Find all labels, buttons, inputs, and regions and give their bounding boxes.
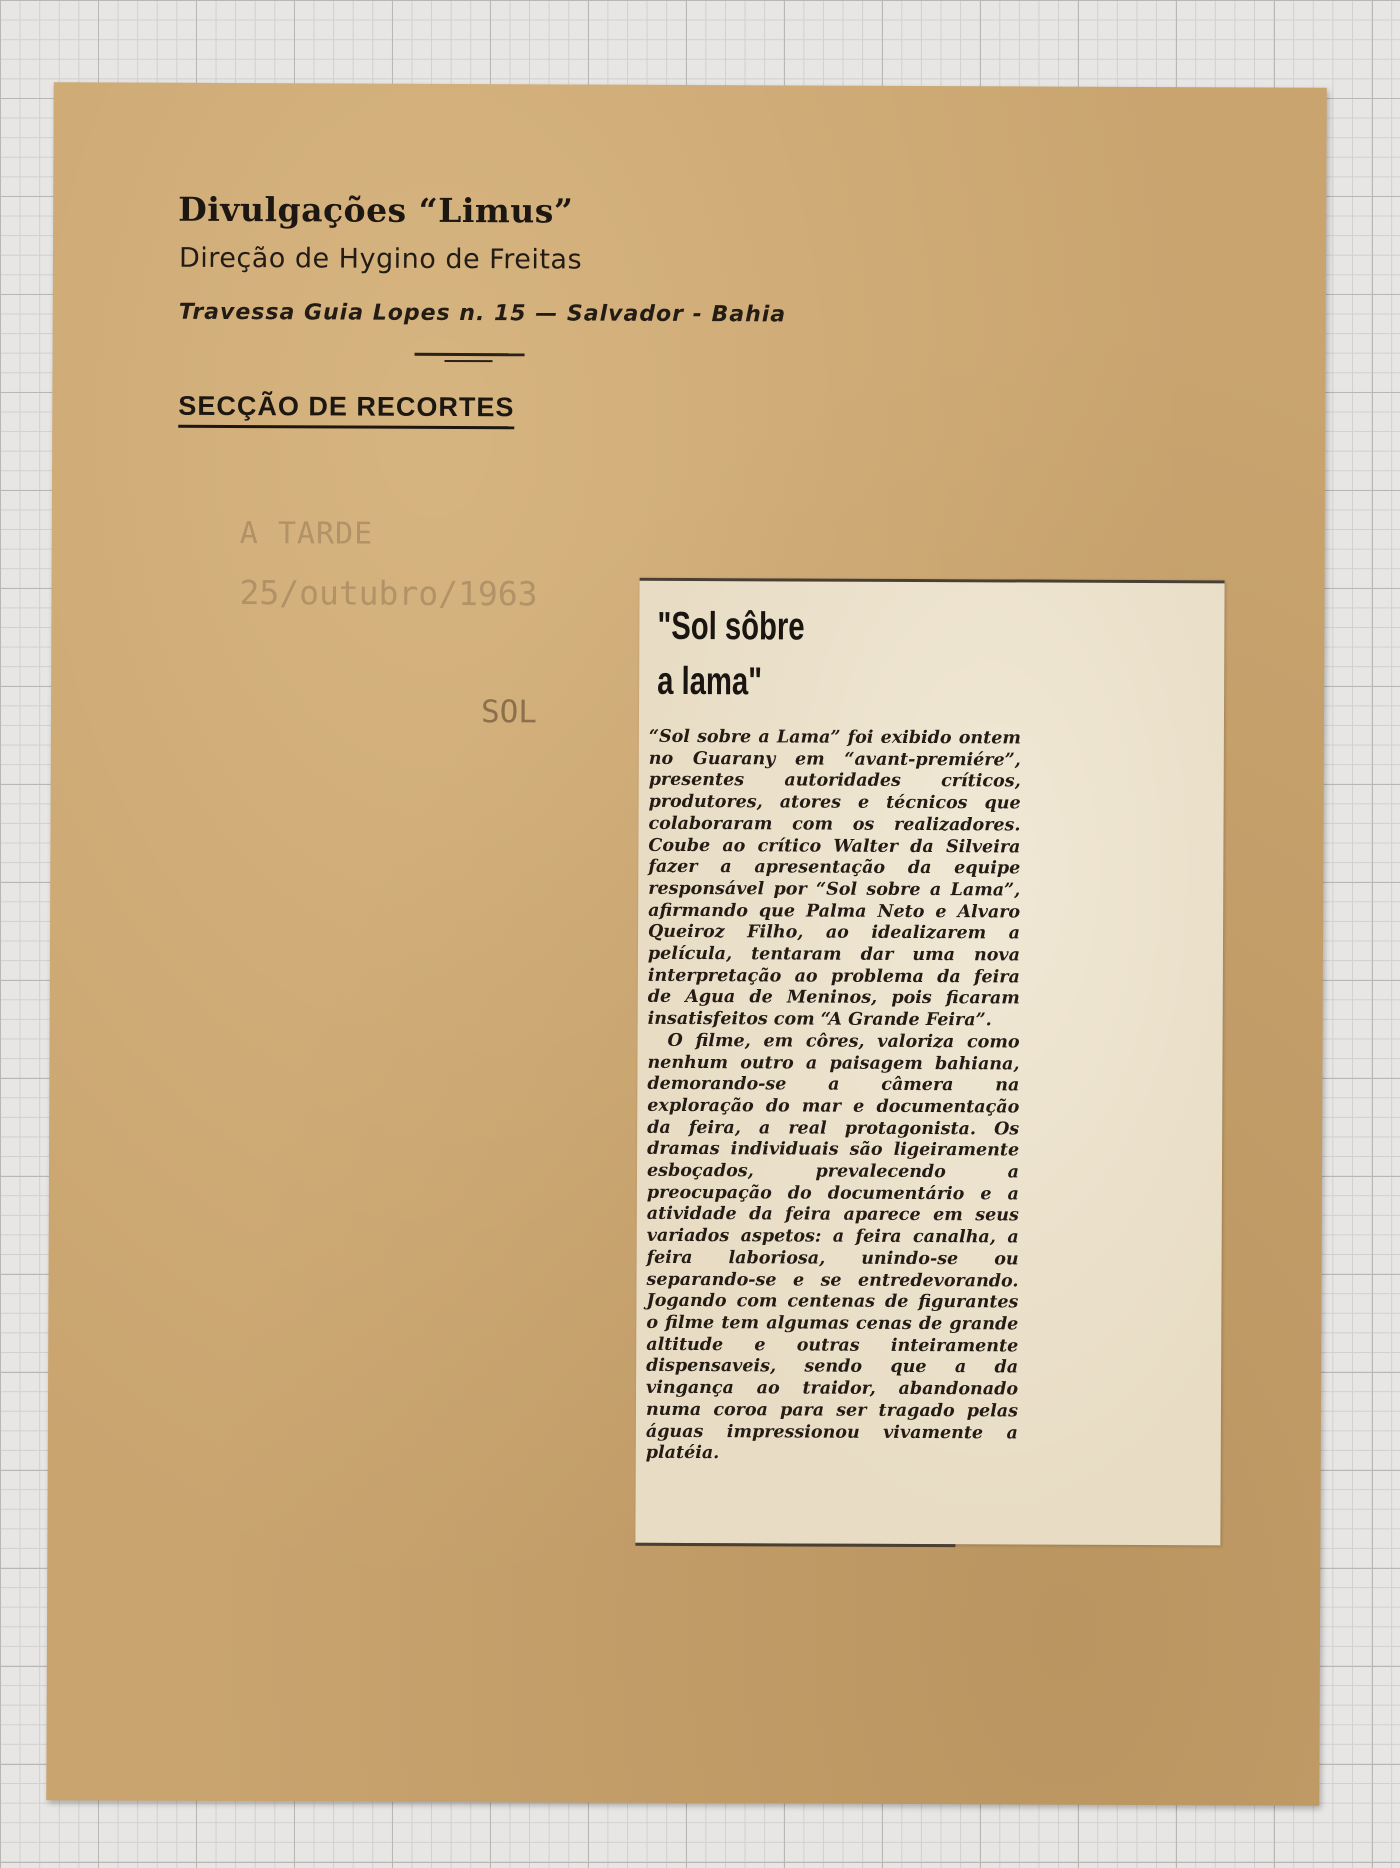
clipping-headline (657, 599, 882, 710)
divider-rule-short (445, 360, 493, 362)
headline-line-2: a lama" (657, 659, 763, 704)
archive-sheet (46, 82, 1326, 1806)
headline-line-1: "Sol sôbre (657, 604, 805, 649)
stamp-subject-tag: SOL (480, 694, 538, 731)
stamp-newspaper: A TARDE (239, 516, 374, 552)
clipping-paragraph: “Sol sobre a Lama” foi exibido ontem no Guarany em “avant-premiére”, presentes autoridades críticos, produtores, atores e técnicos que colaboraram com os realizadores. Coube ao crítico Walter da Silveira fazer a apresentação da equipe responsável por “Sol sobre a Lama”, afirmando que Palma Neto e Alvaro Queiroz Filho, ao idealizarem a película, tentaram dar uma nova interpretação ao problema da feira de Agua de Meninos, pois ficaram insatisfeitos com “A Grande Feira”. (647, 726, 1021, 1031)
clipping-bottom-rule (635, 1543, 955, 1547)
letterhead-address: Travessa Guia Lopes n. 15 — Salvador - Bahia (178, 299, 787, 328)
newspaper-clipping (635, 578, 1224, 1546)
letterhead-title: Divulgações “Limus” (178, 189, 574, 231)
clipping-body (646, 727, 1021, 1467)
letterhead-subtitle: Direção de Hygino de Freitas (178, 242, 583, 276)
clipping-paragraph: O filme, em côres, valoriza como nenhum outro a paisagem bahiana, demorando-se a câmera na exploração do mar e documentação da feira, a real protagonista. Os dramas individuais são ligeiramente esboçados, prevalecendo a preocupação do documentário e a atividade da feira aparece em seus variados aspetos: a feira canalha, a feira laboriosa, unindo-se ou separando-se e se entredevorando. Jogando com centenas de figurantes o filme tem algumas cenas de grande altitude e outras inteiramente dispensaveis, sendo que a da vingança ao traidor, abandonado numa coroa para ser tragado pelas águas impressionou vivamente a platéia. (645, 1030, 1020, 1464)
divider-rule (415, 353, 525, 356)
section-heading: SECÇÃO DE RECORTES (178, 391, 514, 429)
stamp-date: 25/outubro/1963 (239, 573, 538, 614)
